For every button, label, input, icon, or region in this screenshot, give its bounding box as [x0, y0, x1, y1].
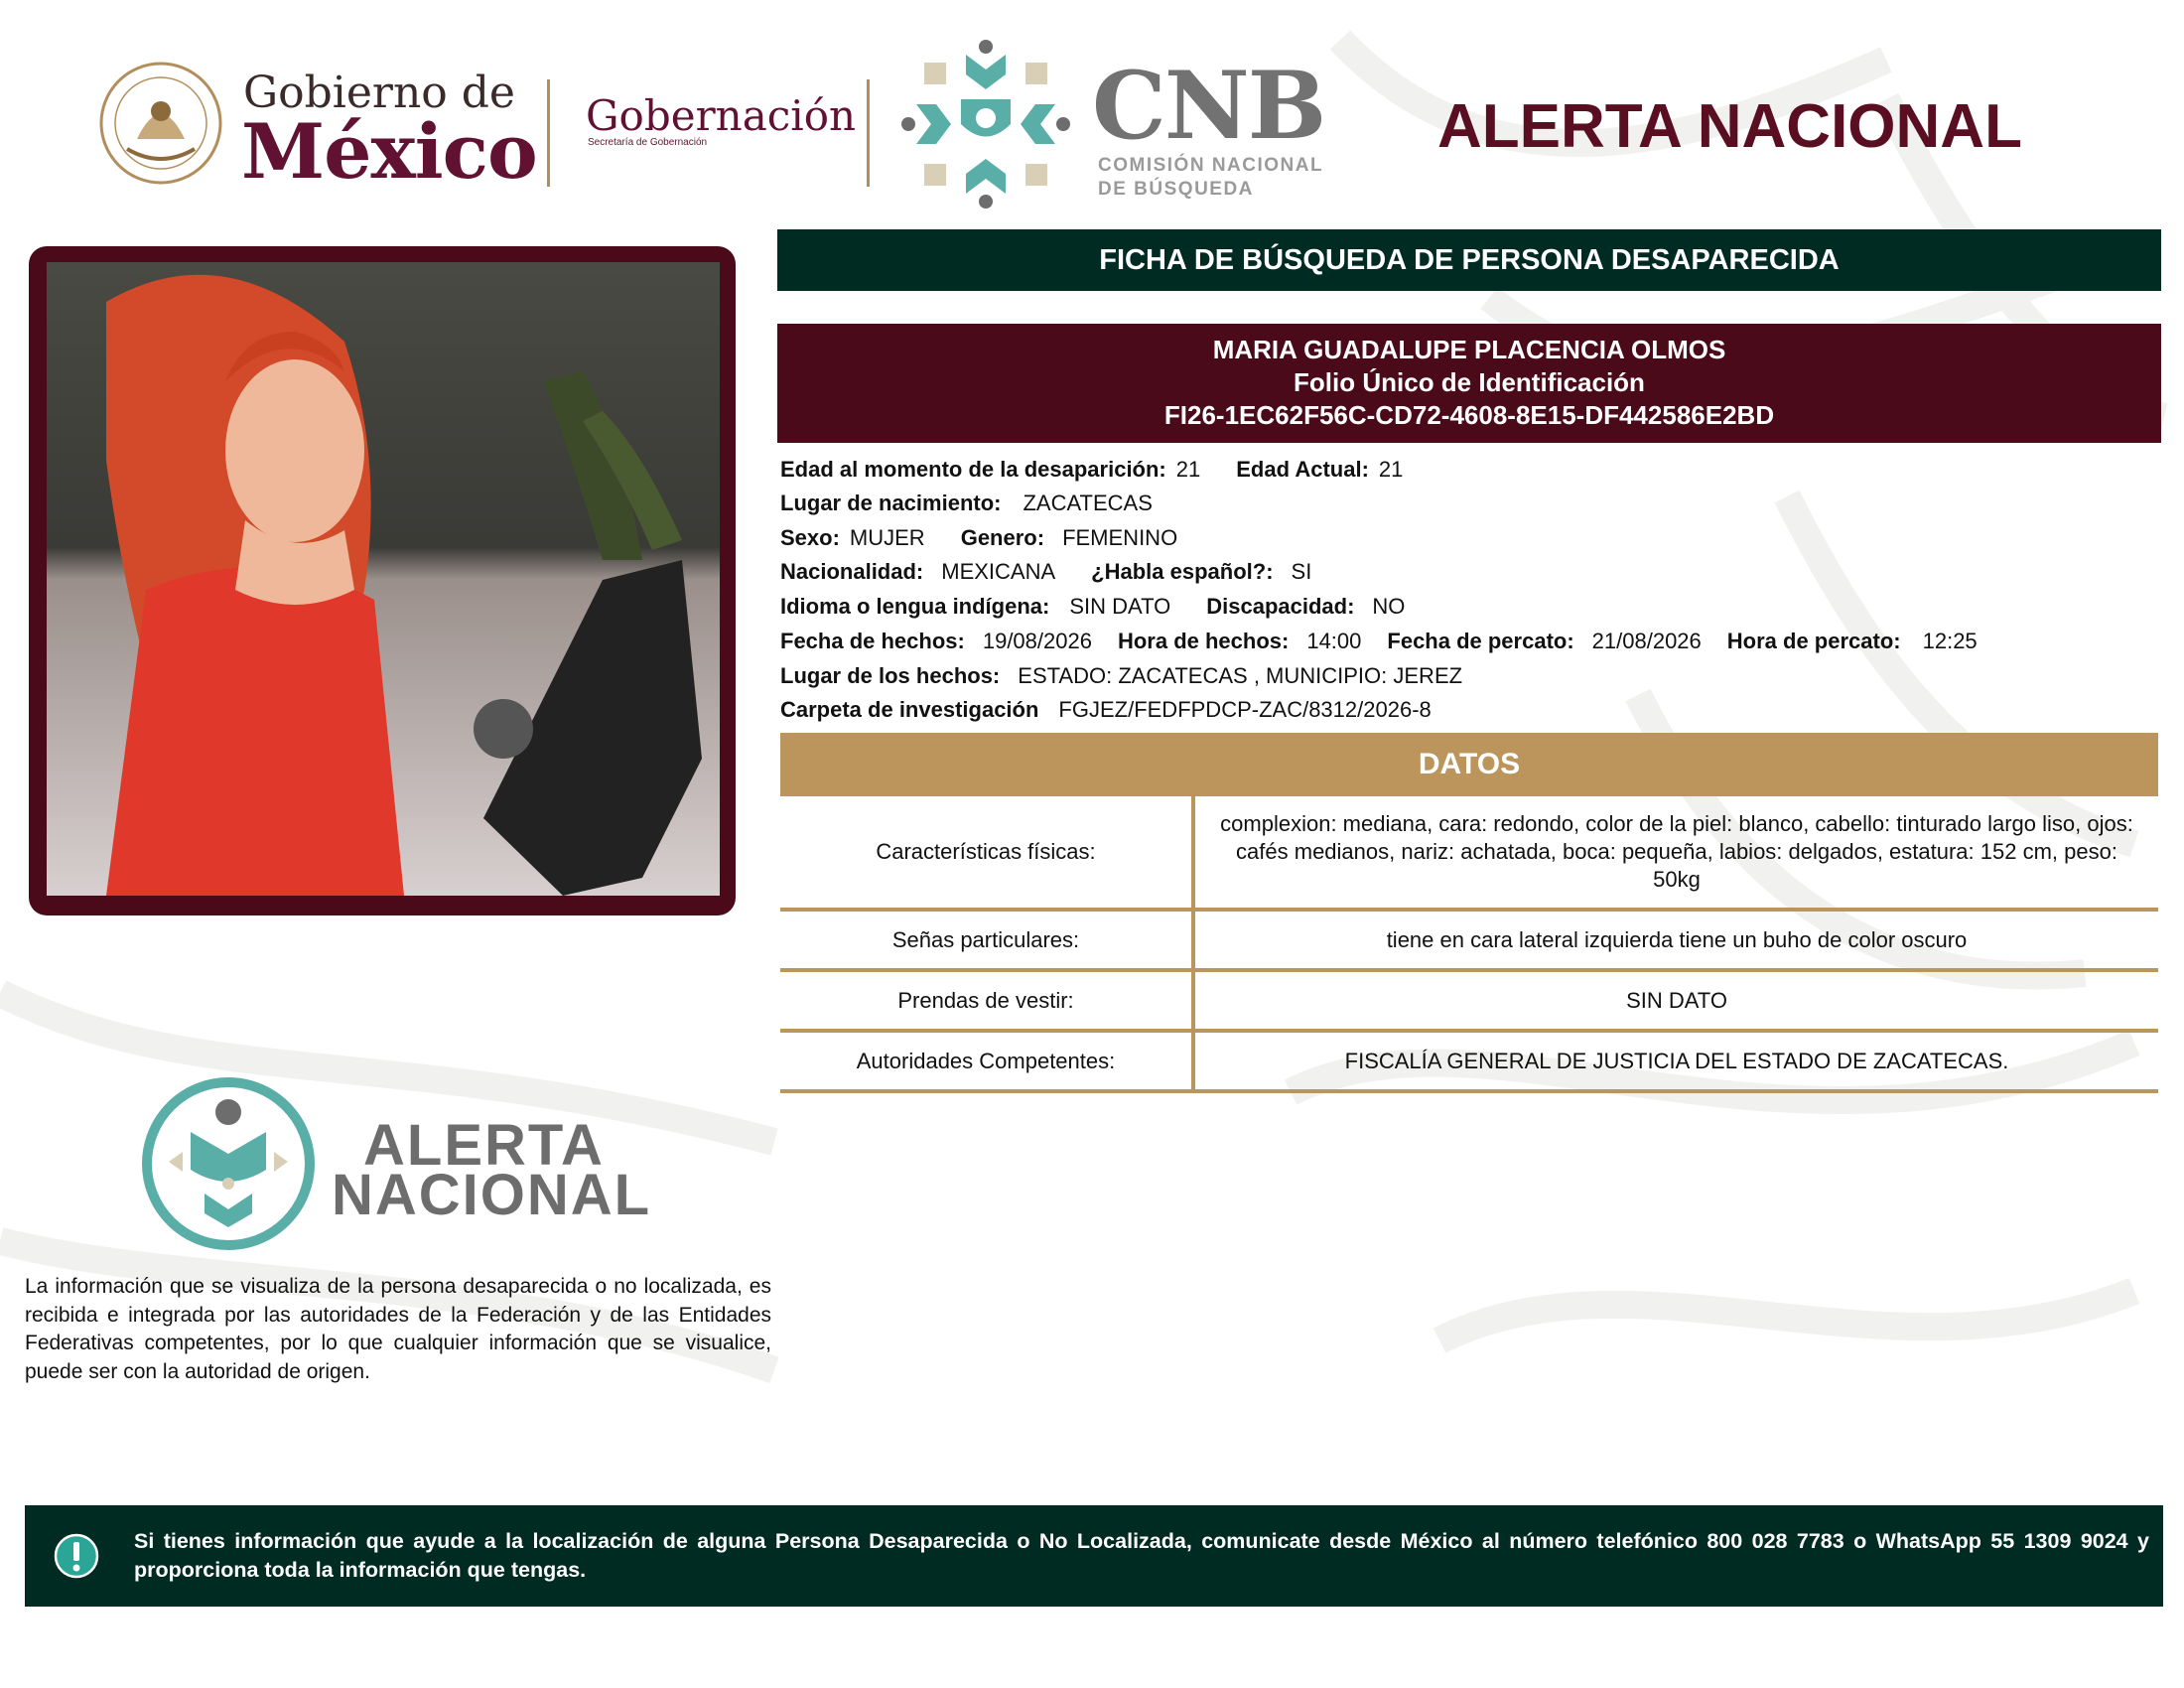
table-row [780, 912, 2158, 972]
row-label: Prendas de vestir: [780, 972, 1195, 1029]
cnb-title: CNB [1092, 52, 1325, 161]
alert-title: ALERTA NACIONAL [1437, 92, 2022, 161]
gobierno-title: Gobierno de [243, 68, 515, 118]
info-line-sexo [780, 521, 1213, 555]
name-box [777, 324, 2161, 443]
hora-percato-label: Hora de percato: [1726, 629, 1901, 653]
info-line-edad [780, 453, 1438, 487]
info-line-nacionalidad [780, 555, 1347, 589]
cnb-subtitle-line2: DE BÚSQUEDA [1098, 179, 1254, 200]
mexico-title: México [241, 107, 537, 196]
hora-percato-value: 12:25 [1922, 629, 1978, 653]
nacionalidad-value: MEXICANA [941, 559, 1056, 584]
datos-table [780, 796, 2158, 1093]
footer-message: Si tienes información que ayude a la localización de alguna Persona Desaparecida o No Localizada, comunicate desde México al número telefónico 800 028 7783 o WhatsApp 55 1309 9024 y proporciona toda la información que tengas. [134, 1529, 2149, 1582]
sexo-label: Sexo: [780, 525, 840, 550]
person-photo [47, 262, 720, 896]
info-line-lugar [780, 659, 1498, 693]
discapacidad-label: Discapacidad: [1206, 594, 1355, 619]
alerta-logo-line1: ALERTA [363, 1113, 605, 1178]
header-divider [867, 79, 870, 187]
carpeta-label: Carpeta de investigación [780, 697, 1039, 722]
genero-label: Genero: [960, 525, 1045, 550]
fecha-percato-value: 21/08/2026 [1591, 629, 1702, 653]
row-value: FISCALÍA GENERAL DE JUSTICIA DEL ESTADO DE ZACATECAS. [1344, 1048, 2009, 1073]
cnb-logo-icon [901, 40, 1070, 209]
table-row [780, 972, 2158, 1033]
gobernacion-subtitle: Secretaría de Gobernación [588, 137, 708, 148]
sexo-value: MUJER [849, 525, 925, 550]
table-row [780, 796, 2158, 912]
table-row [780, 1033, 2158, 1093]
fecha-hechos-label: Fecha de hechos: [780, 629, 965, 653]
info-line-carpeta [780, 693, 1467, 727]
lugar-hechos-value: ESTADO: ZACATECAS , MUNICIPIO: JEREZ [1018, 663, 1463, 688]
header-divider [547, 79, 550, 187]
edad-actual-value: 21 [1378, 457, 1404, 482]
habla-espanol-label: ¿Habla español?: [1091, 559, 1274, 584]
ficha-title-bar: FICHA DE BÚSQUEDA DE PERSONA DESAPARECIDA [777, 229, 2161, 291]
genero-value: FEMENINO [1062, 525, 1178, 550]
nacionalidad-label: Nacionalidad: [780, 559, 924, 584]
info-line-fechas [780, 625, 2013, 658]
folio-value: FI26-1EC62F56C-CD72-4608-8E15-DF442586E2BD [1163, 400, 1775, 430]
lugar-hechos-label: Lugar de los hechos: [780, 663, 1001, 688]
habla-espanol-value: SI [1291, 559, 1312, 584]
carpeta-value: FGJEZ/FEDFPDCP-ZAC/8312/2026-8 [1058, 697, 1432, 722]
idioma-value: SIN DATO [1069, 594, 1171, 619]
row-value: complexion: mediana, cara: redondo, color de la piel: blanco, cabello: tinturado largo liso, ojos: cafés medianos, nariz: achatada, boca: pequeña, labios: delgados, estatura: 152 cm, peso: 50kg [1220, 811, 2133, 892]
info-line-idioma [780, 590, 1440, 624]
edad-desaparicion-value: 21 [1175, 457, 1201, 482]
gobernacion-title: Gobernación [586, 91, 857, 140]
exclamation-icon [54, 1533, 99, 1579]
alerta-nacional-logo-icon [139, 1074, 318, 1253]
edad-actual-label: Edad Actual: [1236, 457, 1369, 482]
disclaimer-text: La información que se visualiza de la persona desaparecida o no localizada, es recibida e integrada por las autoridades de la Federación y de las Entidades Federativas competentes, por lo que cualquier información que se visualice, puede ser con la autoridad de origen. [25, 1275, 771, 1383]
person-photo-image [47, 262, 720, 896]
row-label: Características físicas: [780, 796, 1195, 908]
alerta-logo-line2: NACIONAL [332, 1163, 652, 1227]
hora-hechos-label: Hora de hechos: [1117, 629, 1290, 653]
fecha-percato-label: Fecha de percato: [1387, 629, 1574, 653]
row-value: SIN DATO [1626, 987, 1727, 1013]
fecha-hechos-value: 19/08/2026 [982, 629, 1092, 653]
info-line-nacimiento [780, 487, 1188, 520]
cnb-subtitle [1098, 154, 1396, 202]
idioma-label: Idioma o lengua indígena: [780, 594, 1050, 619]
row-label: Señas particulares: [780, 912, 1195, 968]
national-seal-icon [97, 60, 224, 187]
nacimiento-label: Lugar de nacimiento: [780, 491, 1002, 515]
cnb-subtitle-line1: COMISIÓN NACIONAL [1098, 155, 1324, 176]
edad-desaparicion-label: Edad al momento de la desaparición: [780, 457, 1166, 482]
nacimiento-value: ZACATECAS [1023, 491, 1153, 515]
hora-hechos-value: 14:00 [1306, 629, 1362, 653]
folio-label: Folio Único de Identificación [1294, 367, 1645, 397]
row-value: tiene en cara lateral izquierda tiene un buho de color oscuro [1386, 926, 1968, 952]
person-name: MARIA GUADALUPE PLACENCIA OLMOS [1212, 335, 1726, 364]
discapacidad-value: NO [1372, 594, 1406, 619]
datos-title-bar: DATOS [780, 733, 2158, 796]
row-label: Autoridades Competentes: [780, 1033, 1195, 1089]
